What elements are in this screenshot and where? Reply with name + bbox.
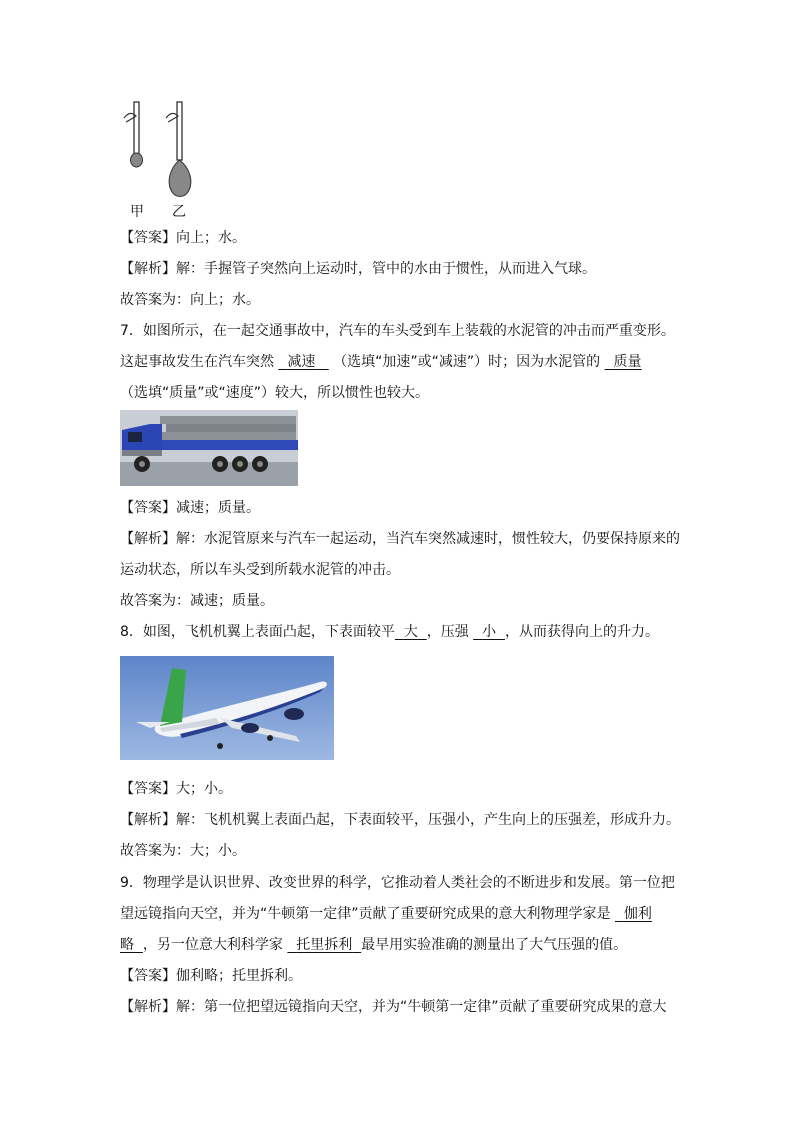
truck-image [120, 410, 298, 486]
q9-stem-line1: 9．物理学是认识世界、改变世界的科学，它推动着人类社会的不断进步和发展。第一位把 [120, 875, 675, 891]
q7-stem-line3: （选填“质量”或“速度”）较大，所以惯性也较大。 [120, 385, 430, 401]
q9-blank-1a: 伽利 [623, 906, 652, 922]
figure-label-yi: 乙 [172, 204, 186, 220]
q8-text-b: ，压强 [426, 624, 469, 640]
tube-balloon-figure [118, 98, 198, 202]
q8-answer: 【答案】大；小。 [120, 781, 232, 797]
airplane-image [120, 656, 334, 760]
q7-conclusion: 故答案为：减速；质量。 [120, 593, 274, 609]
q7-analysis-line1: 【解析】解：水泥管原来与汽车一起运动，当汽车突然减速时，惯性较大，仍要保持原来的 [120, 531, 680, 547]
q8-stem [120, 622, 659, 642]
q8-text-a: 8．如图，飞机机翼上表面凸起，下表面较平 [120, 624, 395, 640]
q6-conclusion: 故答案为：向上；水。 [120, 292, 260, 308]
q7-text-b: （选填“加速”或“减速”）时；因为水泥管的 [333, 354, 601, 370]
q9-answer: 【答案】伽利略；托里拆利。 [120, 968, 302, 984]
q7-analysis-line2: 运动状态，所以车头受到所载水泥管的冲击。 [120, 562, 400, 578]
q9-text-a: 望远镜指向天空，并为“牛顿第一定律”贡献了重要研究成果的意大利物理学家是 [120, 906, 611, 922]
q8-conclusion: 故答案为：大；小。 [120, 843, 246, 859]
q8-text-c: ，从而获得向上的升力。 [504, 624, 659, 640]
q7-stem-line2 [120, 352, 642, 372]
q8-analysis: 【解析】解：飞机机翼上表面凸起，下表面较平，压强小，产生向上的压强差，形成升力。 [120, 812, 680, 828]
q9-blank-1b: 略 [120, 937, 134, 953]
q7-answer: 【答案】减速；质量。 [120, 500, 260, 516]
q9-stem-line2 [120, 904, 652, 924]
q8-blank-2: 小 [482, 624, 497, 640]
q6-analysis: 【解析】解：手握管子突然向上运动时，管中的水由于惯性，从而进入气球。 [120, 261, 596, 277]
q7-text-a: 这起事故发生在汽车突然 [120, 354, 274, 370]
q6-answer: 【答案】向上；水。 [120, 230, 246, 246]
q8-blank-1: 大 [403, 624, 418, 640]
figure-label-jia: 甲 [130, 204, 144, 220]
q9-stem-line3 [120, 935, 627, 955]
q7-stem-line1: 7．如图所示，在一起交通事故中，汽车的车头受到车上装载的水泥管的冲击而严重变形。 [120, 323, 675, 339]
q7-blank-2: 质量 [613, 354, 642, 370]
q7-blank-1: 减速 [287, 354, 316, 370]
q9-text-c: 最早用实验准确的测量出了大气压强的值。 [361, 937, 628, 953]
q9-analysis: 【解析】解：第一位把望远镜指向天空，并为“牛顿第一定律”贡献了重要研究成果的意大 [120, 999, 667, 1015]
q9-text-b: ，另一位意大利科学家 [142, 937, 283, 953]
q9-blank-2: 托里拆利 [296, 937, 353, 953]
